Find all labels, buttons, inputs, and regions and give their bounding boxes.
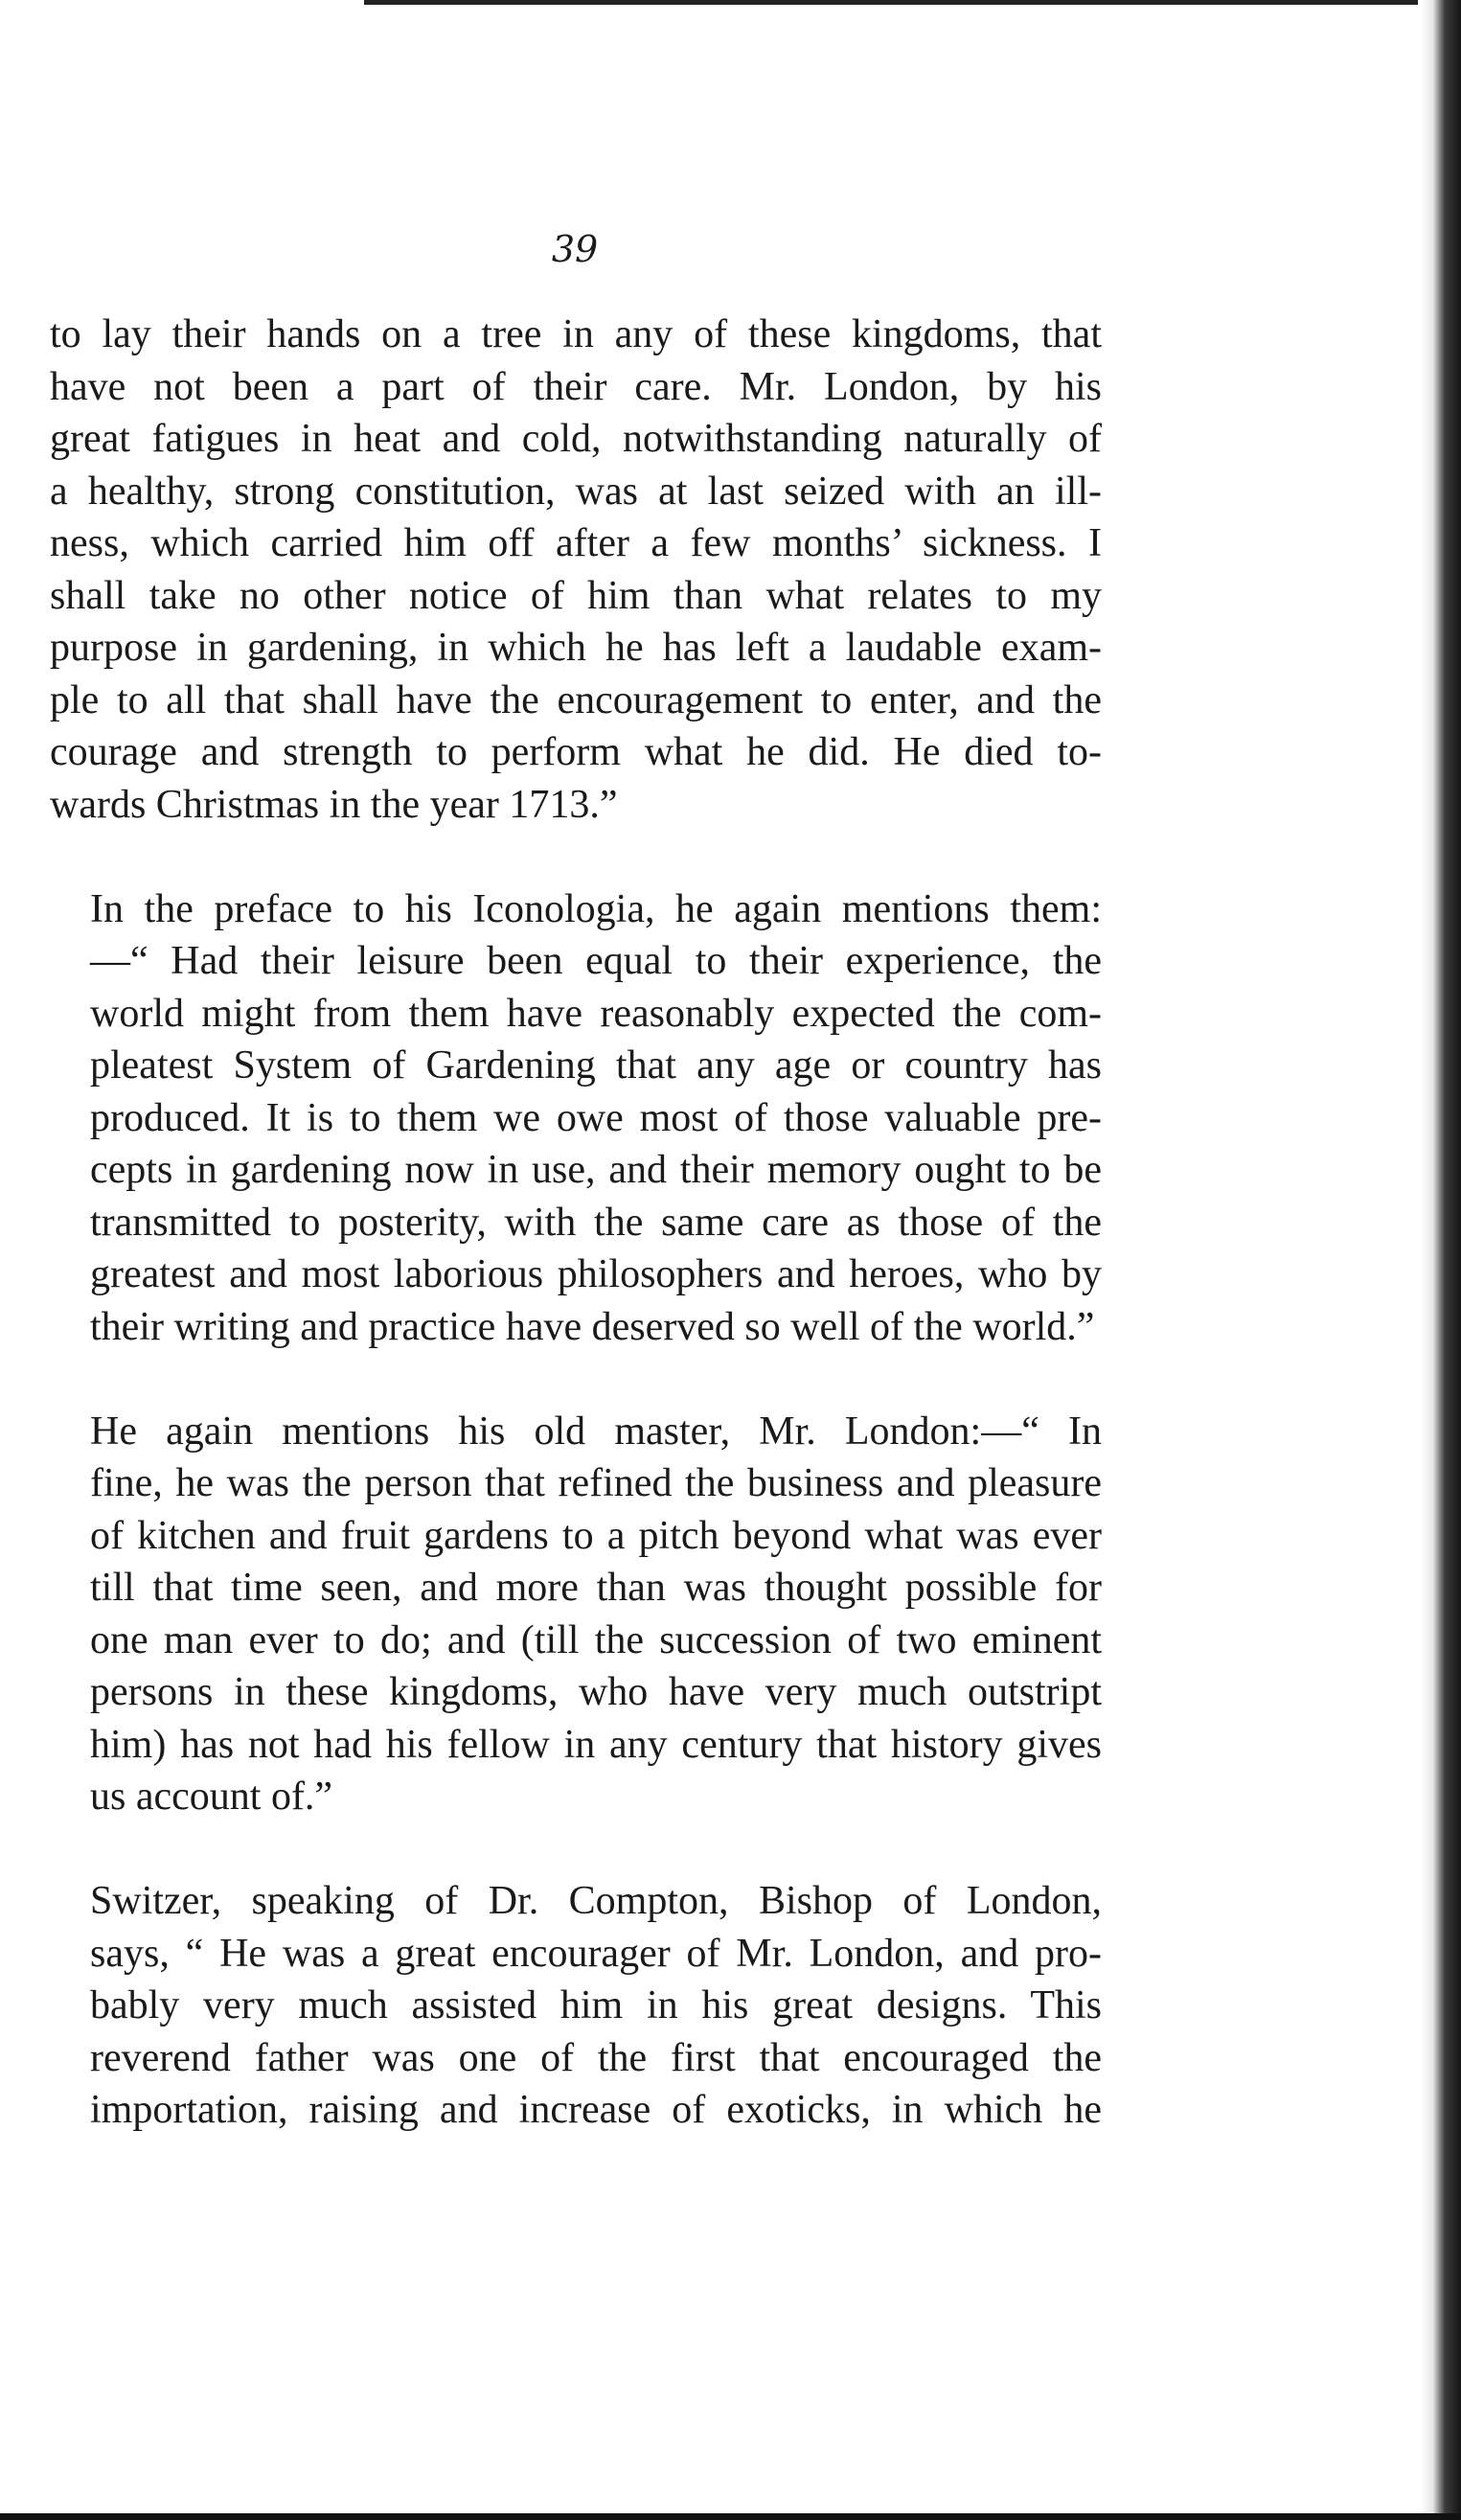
paragraph-old-master	[50, 1406, 1102, 1823]
text-line: He again mentions his old master, Mr. London:—“ In	[90, 1409, 1102, 1454]
text-line: —“ Had their leisure been equal to their experience, the	[90, 939, 1102, 983]
page-number: 39	[551, 228, 599, 270]
text-line: have not been a part of their care. Mr. London, by his	[50, 364, 1102, 409]
text-line: pleatest System of Gardening that any age or country has	[90, 1043, 1102, 1088]
text-line: importation, raising and increase of exoticks, in which he	[90, 2088, 1102, 2132]
text-line: reverend father was one of the first that encouraged the	[90, 2035, 1102, 2080]
text-line: shall take no other notice of him than what relates to my	[50, 573, 1102, 618]
text-line: of kitchen and fruit gardens to a pitch beyond what was ever	[90, 1513, 1102, 1558]
text-line: to lay their hands on a tree in any of these kingdoms, that	[50, 312, 1102, 356]
text-line: a healthy, strong constitution, was at last seized with an ill-	[50, 469, 1102, 514]
page-binding-edge	[1421, 0, 1461, 2520]
text-line: persons in these kingdoms, who have very much outstript	[90, 1670, 1102, 1714]
text-line: fine, he was the person that refined the business and pleasure	[90, 1461, 1102, 1505]
text-line: cepts in gardening now in use, and their memory ought to be	[90, 1148, 1102, 1192]
text-line: one man ever to do; and (till the succession of two eminent	[90, 1617, 1102, 1662]
body-text	[50, 309, 1102, 2188]
text-line: us account of.”	[90, 1775, 333, 1819]
text-line: ple to all that shall have the encouragement to enter, and the	[50, 677, 1102, 722]
text-line: bably very much assisted him in his great designs. This	[90, 1983, 1102, 2027]
text-line: In the preface to his Iconologia, he again mentions them:	[90, 886, 1102, 931]
paragraph-iconologia	[50, 883, 1102, 1354]
text-line: purpose in gardening, in which he has left a laudable exam-	[50, 626, 1102, 670]
text-line: produced. It is to them we owe most of those valuable pre-	[90, 1095, 1102, 1140]
bottom-border-rule	[0, 2513, 1461, 2520]
text-line: greatest and most laborious philosophers and heroes, who by	[90, 1252, 1102, 1296]
paragraph-continuation	[50, 309, 1102, 831]
top-border-rule	[364, 0, 1418, 5]
text-line: courage and strength to perform what he did. He died to-	[50, 730, 1102, 774]
text-line: world might from them have reasonably expected the com-	[90, 991, 1102, 1036]
text-line: their writing and practice have deserved so well of the world.”	[90, 1304, 1095, 1349]
text-line: says, “ He was a great encourager of Mr. London, and pro-	[90, 1931, 1102, 1976]
text-line: transmitted to posterity, with the same care as those of the	[90, 1200, 1102, 1245]
text-line: ness, which carried him off after a few months’ sickness. I	[50, 521, 1102, 565]
paragraph-switzer	[50, 1875, 1102, 2137]
text-line: till that time seen, and more than was thought possible for	[90, 1566, 1102, 1610]
text-line: great fatigues in heat and cold, notwithstanding naturally of	[50, 417, 1102, 461]
text-line: wards Christmas in the year 1713.”	[50, 782, 618, 827]
text-line: Switzer, speaking of Dr. Compton, Bishop of London,	[90, 1879, 1102, 1923]
text-line: him) has not had his fellow in any century that history gives	[90, 1722, 1102, 1767]
